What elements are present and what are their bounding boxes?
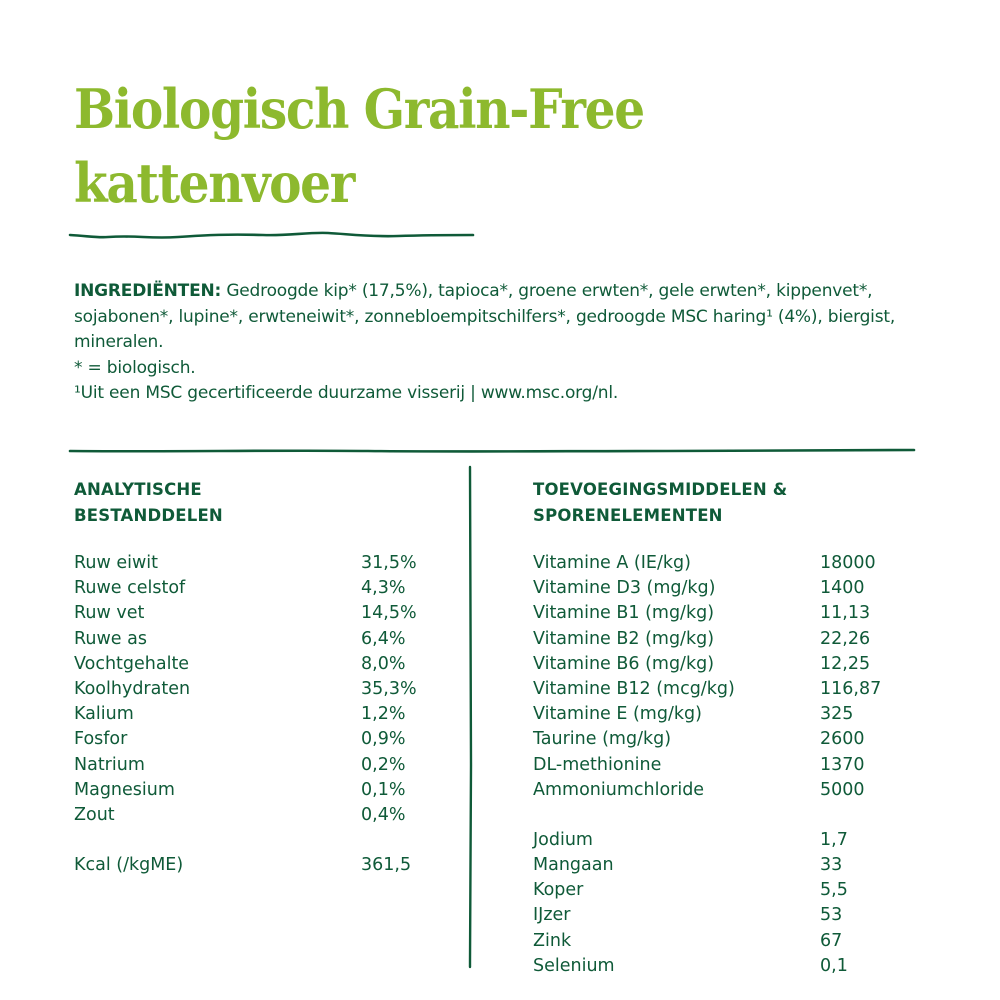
table-row — [74, 627, 417, 652]
table-row — [74, 551, 417, 576]
row-spacer — [74, 828, 417, 853]
row-value: 12,25 — [820, 653, 871, 674]
vertical-divider — [466, 465, 476, 970]
row-label: Vitamine B6 (mg/kg) — [533, 653, 715, 674]
row-label: IJzer — [533, 905, 571, 926]
horizontal-divider — [68, 446, 918, 456]
row-label: Kcal (/kgME) — [74, 855, 184, 876]
ingredients-label: INGREDIËNTEN: — [74, 281, 222, 301]
row-label: Vitamine B1 (mg/kg) — [533, 603, 715, 624]
row-label: Selenium — [533, 955, 615, 976]
row-label: Vitamine B2 (mg/kg) — [533, 628, 715, 649]
additives-heading-line-1: TOEVOEGINGSMIDDELEN & — [533, 480, 788, 499]
row-label: Taurine (mg/kg) — [533, 729, 672, 750]
row-label: Ruw eiwit — [74, 553, 159, 573]
row-value: 22,26 — [820, 628, 871, 649]
table-row — [533, 627, 881, 652]
row-value: 5000 — [820, 779, 865, 800]
analytical-heading — [74, 477, 223, 529]
row-value: 1400 — [820, 578, 865, 599]
row-label: Ruwe celstof — [74, 578, 186, 599]
table-row — [533, 601, 881, 626]
table-row — [74, 727, 417, 752]
row-label: Kalium — [74, 704, 134, 725]
page-title — [74, 72, 644, 220]
table-row — [533, 702, 881, 727]
additives-heading — [533, 477, 787, 529]
row-label: Vitamine B12 (mcg/kg) — [533, 678, 735, 699]
row-value: 0,2% — [361, 754, 406, 775]
row-value: 2600 — [820, 729, 865, 750]
table-row — [74, 576, 417, 601]
organic-note: * = biologisch. — [74, 357, 196, 378]
row-label: Vitamine E (mg/kg) — [533, 704, 702, 725]
row-spacer — [533, 803, 881, 828]
row-label: Ammoniumchloride — [533, 779, 705, 800]
table-row — [74, 601, 417, 626]
analytical-heading-line-2: BESTANDDELEN — [74, 506, 223, 525]
row-value: 11,13 — [820, 603, 871, 624]
table-row — [533, 551, 881, 576]
ingredients-block — [74, 279, 934, 407]
row-value: 8,0% — [361, 653, 406, 674]
row-value: 0,1% — [361, 779, 406, 800]
row-label: Ruw vet — [74, 603, 145, 624]
table-row — [74, 652, 417, 677]
row-label: Zout — [74, 804, 115, 825]
row-label: Mangaan — [533, 855, 614, 876]
row-value: 67 — [820, 930, 843, 951]
row-value: 5,5 — [820, 880, 848, 901]
row-label: Jodium — [533, 829, 593, 850]
row-value: 6,4% — [361, 628, 406, 649]
table-row — [74, 753, 417, 778]
row-value: 31,5% — [361, 553, 417, 573]
table-row — [533, 652, 881, 677]
energy-row — [74, 853, 417, 878]
title-line-2: kattenvoer — [74, 151, 354, 215]
table-row — [533, 929, 881, 954]
table-row — [533, 954, 881, 979]
row-label: Vochtgehalte — [74, 653, 190, 674]
row-label: Fosfor — [74, 729, 128, 750]
row-value: 0,4% — [361, 804, 406, 825]
table-row — [74, 677, 417, 702]
row-label: Vitamine A (IE/kg) — [533, 553, 691, 573]
row-value: 18000 — [820, 553, 876, 573]
table-row — [533, 677, 881, 702]
row-label: Zink — [533, 930, 572, 951]
table-row — [533, 878, 881, 903]
row-value: 1370 — [820, 754, 865, 775]
wavy-divider-title — [68, 228, 478, 242]
table-row — [74, 778, 417, 803]
additives-table — [533, 551, 881, 979]
row-value: 0,9% — [361, 729, 406, 750]
analytical-heading-line-1: ANALYTISCHE — [74, 480, 202, 499]
row-value: 325 — [820, 704, 854, 725]
table-row — [533, 727, 881, 752]
row-value: 116,87 — [820, 678, 882, 699]
table-row — [533, 778, 881, 803]
row-label: DL-methionine — [533, 754, 662, 775]
row-label: Koper — [533, 880, 584, 901]
row-value: 4,3% — [361, 578, 406, 599]
analytical-table — [74, 551, 417, 878]
ingredients-paragraph — [74, 279, 934, 356]
table-row — [533, 853, 881, 878]
table-row — [533, 903, 881, 928]
row-label: Koolhydraten — [74, 678, 191, 699]
row-value: 53 — [820, 905, 843, 926]
row-value: 35,3% — [361, 678, 417, 699]
row-value: 0,1 — [820, 955, 848, 976]
table-row — [533, 753, 881, 778]
row-value: 33 — [820, 855, 843, 876]
table-row — [74, 702, 417, 727]
table-row — [533, 576, 881, 601]
row-value: 14,5% — [361, 603, 417, 624]
row-label: Vitamine D3 (mg/kg) — [533, 578, 716, 599]
row-label: Natrium — [74, 754, 145, 775]
row-value: 361,5 — [361, 855, 412, 876]
row-label: Ruwe as — [74, 628, 147, 649]
table-row — [74, 803, 417, 828]
msc-note: ¹Uit een MSC gecertificeerde duurzame visserij | www.msc.org/nl. — [74, 383, 619, 403]
additives-heading-line-2: SPORENELEMENTEN — [533, 506, 723, 525]
ingredients-text: Gedroogde kip* (17,5%), tapioca*, groene erwten*, gele erwten*, kippenvet*, sojabonen*, lupine*, erwteneiwit*, zonnebloempitschilfers*, gedroogde MSC haring¹ (4%), biergist, mineralen. — [74, 281, 896, 352]
row-value: 1,2% — [361, 704, 406, 725]
title-line-1: Biologisch Grain-Free — [74, 77, 644, 141]
table-row — [533, 828, 881, 853]
row-label: Magnesium — [74, 779, 175, 800]
row-value: 1,7 — [820, 829, 848, 850]
